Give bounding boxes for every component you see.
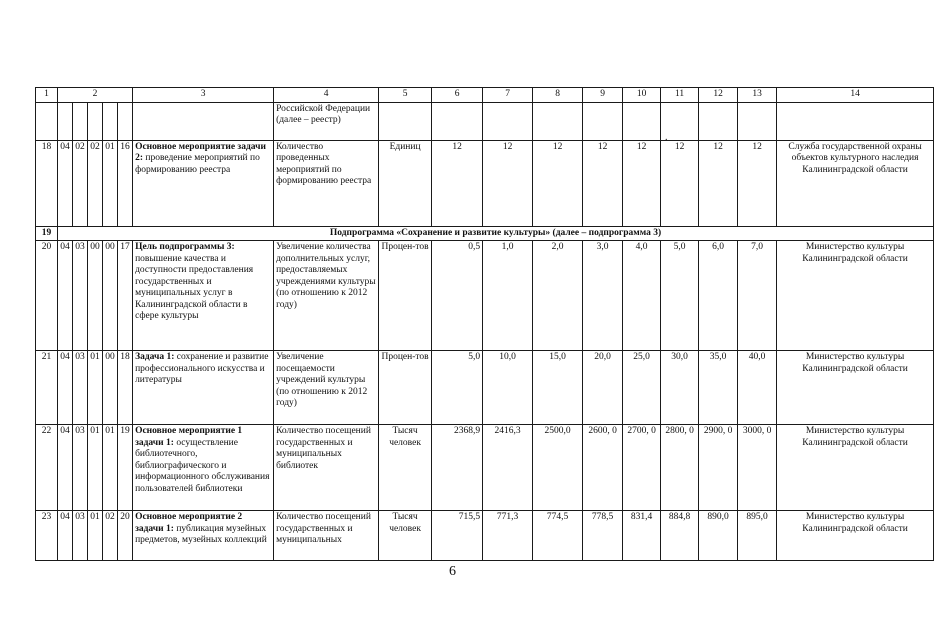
code-cell: 17: [118, 241, 133, 351]
header-cell: 9: [583, 88, 623, 103]
header-cell: 4: [274, 88, 379, 103]
responsible-cell: Министерство культуры Калининградской области: [777, 241, 934, 351]
code-cell: 02: [103, 511, 118, 561]
value-cell: 2368,9: [432, 425, 483, 511]
value-cell: 12: [432, 140, 483, 226]
row-number: 18: [36, 140, 58, 226]
activity-cell: [133, 351, 274, 425]
value-cell: 20,0: [583, 351, 623, 425]
value-cell: 771,3: [483, 511, 533, 561]
value-cell: 778,5: [583, 511, 623, 561]
value-cell: 884,8: [661, 511, 699, 561]
header-cell: 8: [533, 88, 583, 103]
indicator-cell: Количество посещений государственных и муниципальных: [274, 511, 379, 561]
activity-cell: [133, 425, 274, 511]
value-cell: 2700, 0: [623, 425, 661, 511]
row-number: 21: [36, 351, 58, 425]
header-cell: 6: [432, 88, 483, 103]
value-cell: 30,0: [661, 351, 699, 425]
value-cell: 12: [699, 140, 738, 226]
table-row: [36, 425, 934, 511]
header-cell: 7: [483, 88, 533, 103]
value-cell: 3,0: [583, 241, 623, 351]
responsible-cell: Министерство культуры Калининградской области: [777, 511, 934, 561]
responsible-cell: Служба государственной охраны объектов культурного наследия Калининградской области: [777, 140, 934, 226]
stray-mark: .: [665, 132, 668, 143]
code-cell: 04: [58, 511, 73, 561]
table-row: [36, 241, 934, 351]
unit-cell: Единиц: [379, 140, 432, 226]
page-number: 6: [449, 564, 456, 579]
unit-cell: Процен-тов: [379, 241, 432, 351]
code-cell: 19: [118, 425, 133, 511]
row-number: 22: [36, 425, 58, 511]
value-cell: 2900, 0: [699, 425, 738, 511]
activity-desc: осуществление библиотечного, библиографического и информационного обслуживания пользователей библиотеки: [135, 437, 270, 494]
header-cell: 10: [623, 88, 661, 103]
code-cell: 02: [88, 140, 103, 226]
subprogram-title: Подпрограмма «Сохранение и развитие культуры» (далее – подпрограмма 3): [58, 226, 934, 241]
code-cell: 20: [118, 511, 133, 561]
value-cell: 12: [623, 140, 661, 226]
table-row: [36, 351, 934, 425]
unit-cell: Тысяч человек: [379, 511, 432, 561]
header-cell: 12: [699, 88, 738, 103]
activity-title: Задача 1:: [135, 352, 175, 362]
value-cell: 35,0: [699, 351, 738, 425]
code-cell: 02: [73, 140, 88, 226]
table-row: [36, 140, 934, 226]
responsible-cell: Министерство культуры Калининградской области: [777, 351, 934, 425]
code-cell: 04: [58, 425, 73, 511]
value-cell: 2416,3: [483, 425, 533, 511]
header-cell: 5: [379, 88, 432, 103]
code-cell: 01: [103, 140, 118, 226]
code-cell: 03: [73, 241, 88, 351]
code-cell: 01: [88, 425, 103, 511]
header-row: [36, 88, 934, 103]
code-cell: 01: [88, 351, 103, 425]
table-row: [36, 511, 934, 561]
activity-title: Основное мероприятие 1 задачи 1:: [135, 426, 243, 448]
value-cell: 6,0: [699, 241, 738, 351]
value-cell: 12: [533, 140, 583, 226]
activity-desc: повышение качества и доступности предоставления государственных и муниципальных услуг в Калининградской области в сфере культуры: [135, 253, 254, 321]
continuation-indicator: Российской Федерации (далее – реестр): [274, 102, 379, 140]
value-cell: 715,5: [432, 511, 483, 561]
code-cell: 01: [88, 511, 103, 561]
activity-desc: публикация музейных предметов, музейных коллекций: [135, 523, 267, 545]
value-cell: 10,0: [483, 351, 533, 425]
activity-desc: проведение мероприятий по формированию реестра: [135, 153, 260, 175]
document-table: [35, 87, 934, 561]
row-number: 19: [36, 226, 58, 241]
activity-cell: [133, 511, 274, 561]
value-cell: 40,0: [738, 351, 777, 425]
value-cell: 890,0: [699, 511, 738, 561]
value-cell: 0,5: [432, 241, 483, 351]
code-cell: 00: [88, 241, 103, 351]
value-cell: 774,5: [533, 511, 583, 561]
code-cell: 18: [118, 351, 133, 425]
header-cell: 1: [36, 88, 58, 103]
code-cell: 04: [58, 241, 73, 351]
value-cell: 895,0: [738, 511, 777, 561]
code-cell: 04: [58, 351, 73, 425]
value-cell: 1,0: [483, 241, 533, 351]
value-cell: 25,0: [623, 351, 661, 425]
row-number: 20: [36, 241, 58, 351]
code-cell: 03: [73, 351, 88, 425]
value-cell: 2,0: [533, 241, 583, 351]
unit-cell: Тысяч человек: [379, 425, 432, 511]
indicator-cell: Количество посещений государственных и муниципальных библиотек: [274, 425, 379, 511]
code-cell: 03: [73, 511, 88, 561]
responsible-cell: Министерство культуры Калининградской области: [777, 425, 934, 511]
activity-title: Цель подпрограммы 3:: [135, 242, 235, 252]
header-cell: 14: [777, 88, 934, 103]
indicator-cell: Количество проведенных мероприятий по формированию реестра: [274, 140, 379, 226]
value-cell: 12: [483, 140, 533, 226]
value-cell: 7,0: [738, 241, 777, 351]
code-cell: 16: [118, 140, 133, 226]
value-cell: 12: [738, 140, 777, 226]
activity-cell: [133, 140, 274, 226]
header-cell: 13: [738, 88, 777, 103]
value-cell: 2500,0: [533, 425, 583, 511]
value-cell: 12: [661, 140, 699, 226]
value-cell: 2600, 0: [583, 425, 623, 511]
unit-cell: Процен-тов: [379, 351, 432, 425]
value-cell: 4,0: [623, 241, 661, 351]
continuation-row: [36, 102, 934, 140]
header-cell: 2: [58, 88, 133, 103]
indicator-cell: Увеличение посещаемости учреждений культуры (по отношению к 2012 году): [274, 351, 379, 425]
value-cell: 12: [583, 140, 623, 226]
value-cell: 5,0: [432, 351, 483, 425]
activity-cell: [133, 241, 274, 351]
subprogram-row: [36, 226, 934, 241]
value-cell: 5,0: [661, 241, 699, 351]
row-number: 23: [36, 511, 58, 561]
value-cell: 2800, 0: [661, 425, 699, 511]
code-cell: 04: [58, 140, 73, 226]
indicator-cell: Увеличение количества дополнительных услуг, предоставляемых учреждениями культуры (по отношению к 2012 году): [274, 241, 379, 351]
value-cell: 3000, 0: [738, 425, 777, 511]
code-cell: 00: [103, 351, 118, 425]
activity-desc: сохранение и развитие профессионального искусства и литературы: [135, 352, 269, 385]
code-cell: 01: [103, 425, 118, 511]
value-cell: 15,0: [533, 351, 583, 425]
header-cell: 11: [661, 88, 699, 103]
value-cell: 831,4: [623, 511, 661, 561]
code-cell: 00: [103, 241, 118, 351]
code-cell: 03: [73, 425, 88, 511]
activity-title: Основное мероприятие задачи 2:: [135, 141, 266, 163]
header-cell: 3: [133, 88, 274, 103]
activity-title: Основное мероприятие 2 задачи 1:: [135, 512, 243, 534]
